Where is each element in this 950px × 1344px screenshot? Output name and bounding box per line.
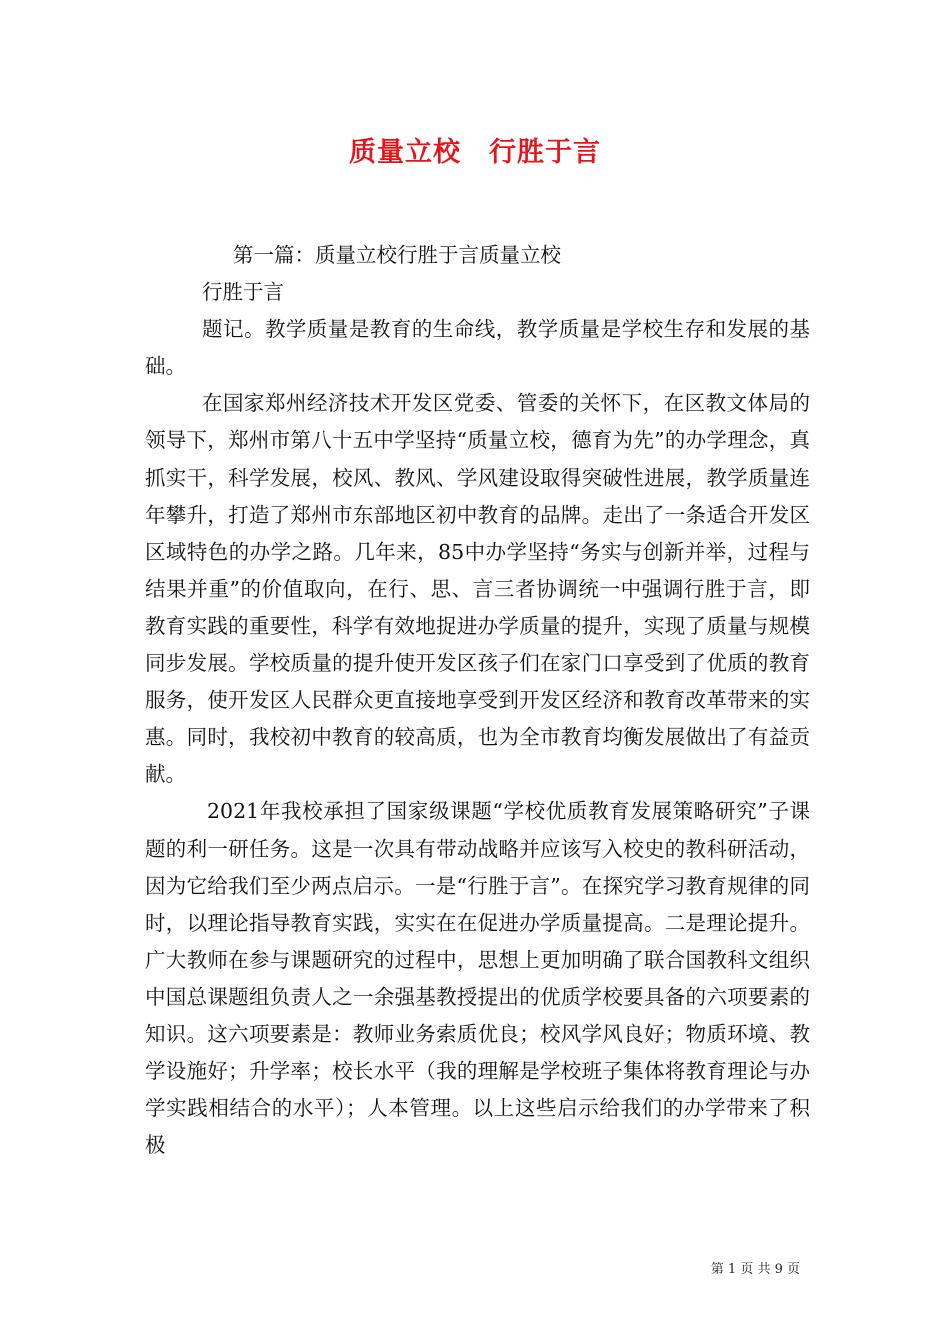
- document-title: 质量立校 行胜于言: [349, 137, 601, 168]
- chapter-heading: 第一篇：质量立校行胜于言质量立校: [233, 243, 561, 267]
- document-body: [145, 237, 810, 1164]
- epigraph-paragraph: 题记。教学质量是教育的生命线，教学质量是学校生存和发展的基础。: [145, 317, 810, 379]
- body-paragraph: 2021年我校承担了国家级课题“学校优质教育发展策略研究”子课题的利一研任务。这是一次具有带动战略并应该写入校史的教科研活动，因为它给我们至少两点启示。一是“行胜于言”。在探究学习教育规律的同时，以理论指导教育实践，实实在在促进办学质量提高。二是理论提升。广大教师在参与课题研究的过程中，思想上更加明确了联合国教科文组织中国总课题组负责人之一余强基教授提出的优质学校要具备的六项要素的知识。这六项要素是：教师业务索质优良；校风学风良好；物质环境、教学设施好；升学率；校长水平（我的理解是学校班子集体将教育理论与办学实践相结合的水平）；人本管理。以上这些启示给我们的办学带来了积极: [145, 799, 810, 1158]
- body-paragraph: 在国家郑州经济技术开发区党委、管委的关怀下，在区教文体局的领导下，郑州市第八十五中学坚持“质量立校，德育为先”的办学理念，真抓实干，科学发展，校风、教风、学风建设取得突破性进展，教学质量连年攀升，打造了郑州市东部地区初中教育的品牌。走出了一条适合开发区区域特色的办学之路。几年来，85中办学坚持“务实与创新并举，过程与结果并重”的价值取向，在行、思、言三者协调统一中强调行胜于言，即教育实践的重要性，科学有效地捉进办学质量的提升，实现了质量与规模同步发展。学校质量的提升使开发区孩子们在家门口享受到了优质的教育服务，使开发区人民群众更直接地享受到开发区经济和教育改革带来的实惠。同时，我校初中教育的较高质，也为全市教育均衡发展做出了有益贡献。: [145, 391, 810, 787]
- page-number: 第 1 页 共 9 页: [710, 1262, 800, 1277]
- subtitle-line: 行胜于言: [202, 280, 284, 305]
